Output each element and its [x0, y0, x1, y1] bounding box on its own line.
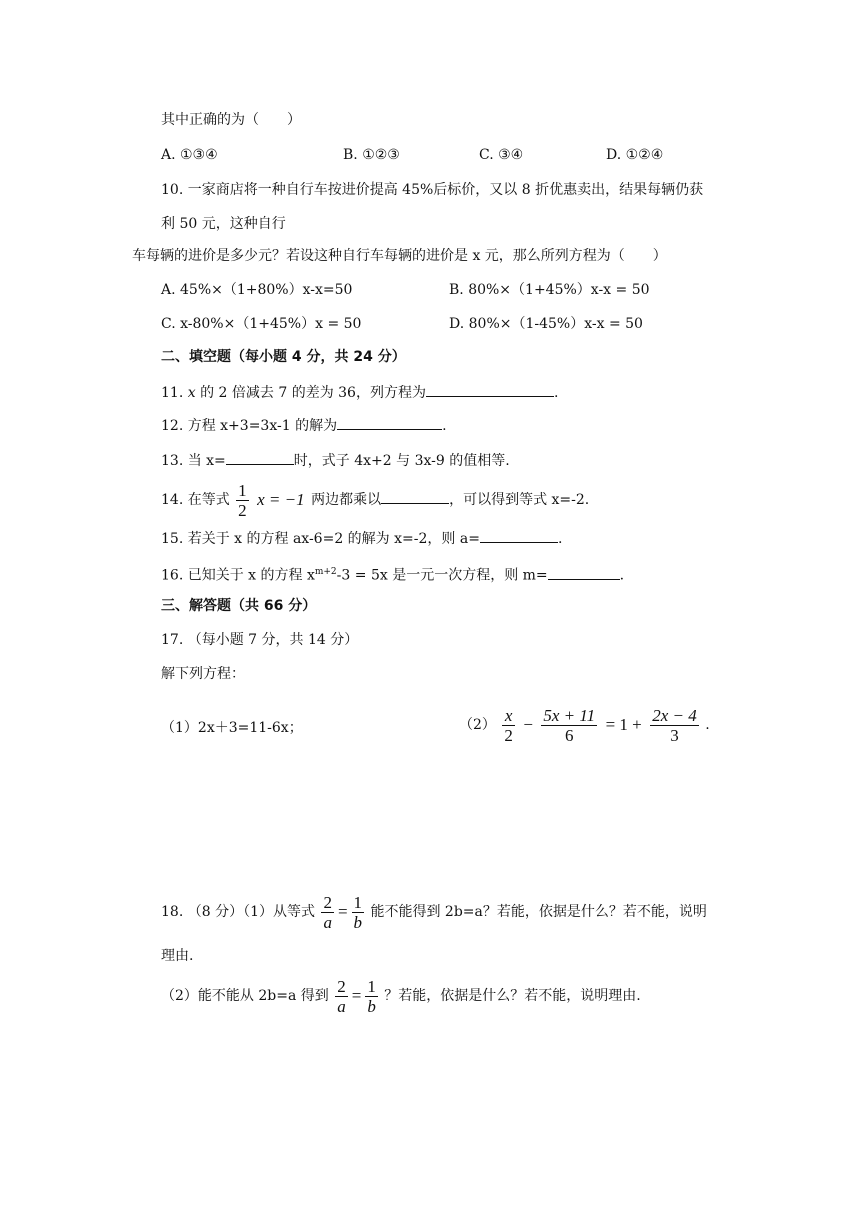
q18-part2: [161, 974, 641, 1018]
q12-text: 12. 方程 x+3=3x-1 的解为: [161, 418, 338, 434]
q17-instruction: 解下列方程：: [161, 666, 245, 682]
q18-fraction-a: [321, 893, 334, 932]
q11-end: .: [553, 385, 559, 401]
q16-exponent: m+2: [314, 567, 337, 577]
q14: [161, 480, 589, 520]
q17-part2-label: （2）: [459, 717, 496, 733]
q18-part2-fraction-a: [335, 977, 348, 1016]
q15-answer-blank[interactable]: [480, 528, 558, 543]
q13-text-end: 时，式子 4x+2 与 3x-9 的值相等.: [293, 453, 510, 469]
q15-text: 15. 若关于 x 的方程 ax-6=2 的解为 x=-2，则 a=: [161, 531, 480, 547]
q13: [161, 450, 510, 471]
q18-part1-text: 18. （8 分）（1）从等式: [161, 904, 315, 920]
q13-text: 13. 当 x=: [161, 453, 226, 469]
q18-part1-continuation: 理由.: [161, 948, 194, 964]
fraction-numerator: 2x − 4: [652, 705, 697, 725]
q10-option-c: C. x-80%×（1+45%）x = 50: [161, 316, 362, 332]
equals-sign: =: [337, 902, 348, 921]
q16-end: .: [619, 567, 625, 584]
q10-option-d: D. 80%×（1-45%）x-x = 50: [449, 316, 643, 332]
q14-fraction-denominator: 2: [238, 500, 247, 520]
q14-equation: x = −1: [257, 490, 305, 509]
q14-fraction: [236, 481, 249, 520]
q10-stem-line1: 10. 一家商店将一种自行车按进价提高 45%后标价，又以 8 折优惠卖出，结果每辆仍获: [161, 182, 704, 198]
q17-part1: （1）2x＋3=11-6x；: [161, 720, 303, 736]
q11: [161, 382, 558, 403]
q11-number: 11.: [161, 385, 184, 401]
fraction-numerator: 1: [367, 976, 376, 996]
q17-fraction-1: [502, 706, 515, 745]
q17-heading: 17. （每小题 7 分，共 14 分）: [161, 632, 359, 648]
fraction-denominator: 6: [565, 725, 574, 745]
q12: [161, 415, 447, 436]
q17-fraction-3: [650, 706, 699, 745]
q10-stem-line2: 利 50 元，这种自行: [161, 216, 286, 232]
q11-text: 的 2 倍减去 7 的差为 36，列方程为: [200, 385, 426, 401]
q14-text-end: ，可以得到等式 x=-2.: [449, 492, 590, 508]
q17-part2-end: .: [705, 717, 710, 733]
fraction-denominator: a: [323, 912, 332, 932]
q16-answer-blank[interactable]: [548, 565, 620, 580]
equals-one-plus: = 1 +: [605, 715, 642, 734]
q12-end: .: [442, 418, 447, 434]
q11-variable: x: [187, 385, 196, 401]
q17-part2: [459, 700, 710, 750]
q10-stem-line3: 车每辆的进价是多少元？若设这种自行车每辆的进价是 x 元，那么所列方程为（ ）: [132, 248, 667, 264]
fraction-numerator: 2: [323, 892, 332, 912]
fraction-denominator: 3: [670, 725, 679, 745]
fraction-denominator: a: [337, 996, 346, 1016]
q18-part2-text-end: ？若能，依据是什么？若不能，说明理由.: [384, 988, 641, 1004]
q18-part2-fraction-b: [365, 977, 378, 1016]
q12-answer-blank[interactable]: [337, 415, 442, 430]
q15: [161, 528, 562, 549]
q14-text: 14. 在等式: [161, 492, 230, 508]
fraction-numerator: 2: [337, 976, 346, 996]
q9-stem-tail: 其中正确的为（ ）: [161, 112, 301, 128]
q9-option-d: D. ①②④: [606, 147, 664, 163]
q10-option-b: B. 80%×（1+45%）x-x = 50: [449, 282, 650, 298]
fraction-numerator: x: [504, 705, 513, 725]
q11-answer-blank[interactable]: [426, 382, 554, 397]
q18-part1-text-end: 能不能得到 2b=a？若能，依据是什么？若不能，说明: [370, 904, 707, 920]
q9-option-b: B. ①②③: [343, 147, 400, 163]
q14-fraction-numerator: 1: [238, 480, 247, 500]
q14-text-mid: 两边都乘以: [311, 492, 382, 508]
fraction-denominator: 2: [504, 725, 513, 745]
fraction-numerator: 1: [353, 892, 363, 912]
q9-option-a: A. ①③④: [161, 147, 218, 163]
fraction-numerator: 5x + 11: [543, 705, 596, 725]
minus-sign: −: [523, 715, 533, 734]
q9-option-c: C. ③④: [479, 147, 524, 163]
q16-text: 16. 已知关于 x 的方程 x: [161, 567, 315, 584]
equals-sign: =: [351, 986, 362, 1005]
q15-end: .: [557, 531, 563, 547]
q16: [161, 562, 624, 586]
section3-title: 三、解答题（共 66 分）: [161, 598, 317, 614]
q18-part2-text: （2）能不能从 2b=a 得到: [161, 988, 329, 1004]
q17-fraction-2: [541, 706, 597, 745]
fraction-denominator: b: [353, 912, 363, 932]
section2-title: 二、填空题（每小题 4 分，共 24 分）: [161, 349, 406, 365]
q16-text-mid: -3 = 5x 是一元一次方程，则 m=: [336, 567, 548, 584]
q18-part1: [161, 890, 707, 934]
q13-answer-blank[interactable]: [226, 450, 294, 465]
q18-fraction-b: [352, 893, 365, 932]
fraction-denominator: b: [367, 996, 376, 1016]
q14-answer-blank[interactable]: [381, 489, 449, 504]
q10-option-a: A. 45%×（1+80%）x-x=50: [161, 282, 353, 298]
